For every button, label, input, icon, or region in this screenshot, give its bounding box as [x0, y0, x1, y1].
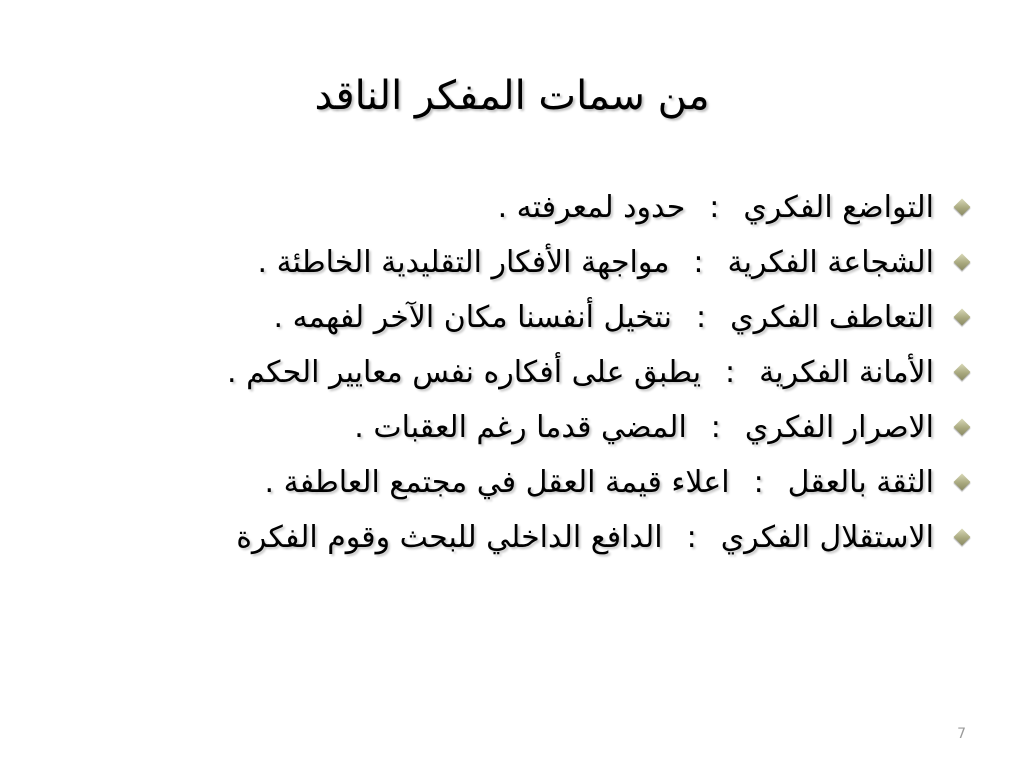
- trait-separator: :: [710, 410, 721, 445]
- diamond-bullet-icon: [954, 529, 971, 546]
- diamond-bullet-icon: [954, 474, 971, 491]
- list-item: [104, 293, 934, 343]
- trait-separator: :: [696, 300, 707, 335]
- trait-description: اعلاء قيمة العقل في مجتمع العاطفة .: [264, 465, 730, 500]
- diamond-bullet-icon: [954, 309, 971, 326]
- bullet-list: [104, 183, 934, 568]
- diamond-bullet-icon: [954, 419, 971, 436]
- trait-term: الشجاعة الفكرية: [727, 245, 934, 280]
- list-item: [104, 513, 934, 563]
- list-item: [104, 403, 934, 453]
- trait-term: الأمانة الفكرية: [759, 355, 934, 390]
- trait-term: التعاطف الفكري: [730, 300, 934, 335]
- list-item: [104, 238, 934, 288]
- list-item: [104, 348, 934, 398]
- trait-term: الاستقلال الفكري: [720, 520, 934, 555]
- trait-description: حدود لمعرفته .: [497, 190, 686, 225]
- trait-separator: :: [725, 355, 736, 390]
- trait-description: مواجهة الأفكار التقليدية الخاطئة .: [257, 245, 670, 280]
- diamond-bullet-icon: [954, 364, 971, 381]
- trait-separator: :: [709, 190, 720, 225]
- trait-separator: :: [686, 520, 697, 555]
- trait-separator: :: [693, 245, 704, 280]
- trait-description: نتخيل أنفسنا مكان الآخر لفهمه .: [273, 300, 673, 335]
- trait-term: الثقة بالعقل: [787, 465, 934, 500]
- trait-description: المضي قدما رغم العقبات .: [354, 410, 687, 445]
- trait-term: التواضع الفكري: [743, 190, 934, 225]
- trait-term: الاصرار الفكري: [744, 410, 934, 445]
- trait-separator: :: [753, 465, 764, 500]
- slide-title: من سمات المفكر الناقد: [314, 73, 710, 119]
- diamond-bullet-icon: [954, 254, 971, 271]
- list-item: [104, 183, 934, 233]
- trait-description: يطبق على أفكاره نفس معايير الحكم .: [227, 355, 702, 390]
- page-number: 7: [957, 726, 966, 742]
- list-item: [104, 458, 934, 508]
- diamond-bullet-icon: [954, 199, 971, 216]
- trait-description: الدافع الداخلي للبحث وقوم الفكرة: [236, 520, 663, 555]
